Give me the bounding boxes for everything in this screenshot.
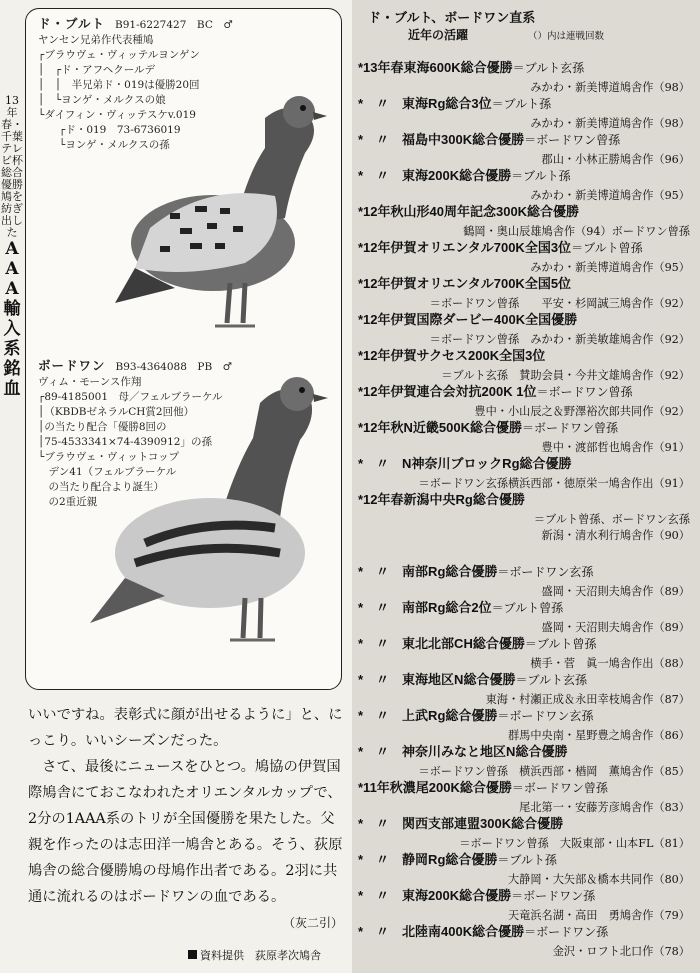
result-owner: 豊中・渡部哲也鳩舎作（91） xyxy=(541,441,690,454)
hen-ring: B93-4364088 PB ♂ xyxy=(115,361,233,373)
result-entry xyxy=(358,58,696,94)
result-title xyxy=(358,418,696,438)
result-title xyxy=(358,886,696,906)
results-list xyxy=(358,58,696,958)
result-title xyxy=(358,742,696,762)
result-owner: ＝ボードワン玄孫横浜西部・徳原栄一鳩舎作出（91） xyxy=(418,477,690,490)
result-entry xyxy=(358,706,696,742)
result-owner: 鶴岡・奥山辰雄鳩舎作（94）ボードワン曾孫 xyxy=(463,225,690,238)
cock-name: ド・ブルト xyxy=(38,16,106,31)
result-lineage: ＝ボードワン孫 xyxy=(524,925,609,939)
vertical-caption xyxy=(0,95,24,399)
result-entry xyxy=(358,94,696,130)
result-owner: みかわ・新美博道鳩舎作（98） xyxy=(530,117,690,130)
result-title xyxy=(358,706,696,726)
result-entry xyxy=(358,742,696,778)
article-paragraph: さて、最後にニュースをひとつ。鳩協の伊賀国際鳩舎にておこなわれたオリエンタルカップで、2分の1AAA系のトリが全国優勝を果たした。父親を作ったのは志田洋一鳩舎とある。そう、荻原鳩舎の総合優勝鳩の母鳩作出者である。2羽に共通に流れるのはボードワンの血である。 xyxy=(28,759,343,905)
result-entry xyxy=(358,562,696,598)
result-owner: 東海・村瀬正成＆永田幸枝鳩舎作（87） xyxy=(485,693,690,706)
result-entry xyxy=(358,634,696,670)
result-owner: 大静岡・大矢部＆橋本共同作（80） xyxy=(507,873,690,886)
result-title-text: * 〃 福島中300K総合優勝 xyxy=(358,132,525,147)
result-entry xyxy=(358,850,696,886)
result-title xyxy=(358,130,696,150)
result-owner: ＝ブルト玄孫 賛助会員・今井文雄鳩舎作（92） xyxy=(441,369,690,382)
result-owner: 新潟・清水利行鳩舎作（90） xyxy=(541,529,690,542)
result-title-text: * 〃 N神奈川ブロックRg総合優勝 xyxy=(358,456,572,471)
hen-line: │（KBDBゼネラルCH賞2回他） xyxy=(38,406,195,418)
cock-line: ┌ド・019 73-6736019 xyxy=(38,124,181,136)
result-owner: 盛岡・天沼則夫鳩舎作（89） xyxy=(541,585,690,598)
result-lineage: ＝ボードワン曾孫 xyxy=(511,781,608,795)
results-note: （）内は連戦回数 xyxy=(528,31,605,42)
result-entry xyxy=(358,886,696,922)
result-lineage: ＝ブルト孫 xyxy=(511,169,571,183)
result-title-text: * 〃 東海地区N総合優勝 xyxy=(358,672,516,687)
result-entry xyxy=(358,238,696,274)
result-owner: みかわ・新美博道鳩舎作（95） xyxy=(530,189,690,202)
result-title xyxy=(358,814,696,834)
result-title xyxy=(358,562,696,582)
result-title xyxy=(358,166,696,186)
credit-text: 資料提供 荻原孝次鳩舎 xyxy=(200,949,321,962)
result-title xyxy=(358,94,696,114)
hen-line: の2重近親 xyxy=(38,496,98,508)
vertical-caption-title: AAA輸入系銘血 xyxy=(3,239,21,399)
square-bullet-icon xyxy=(188,950,197,959)
hen-line: └ブラウヴェ・ヴィットコップ xyxy=(38,451,180,463)
result-entry xyxy=(358,130,696,166)
cock-line: ヤンセン兄弟作代表種鳩 xyxy=(38,34,154,46)
result-title xyxy=(358,490,696,510)
result-title xyxy=(358,850,696,870)
result-title xyxy=(358,202,696,222)
cock-line: └ヨンゲ・メルクスの孫 xyxy=(38,139,170,151)
result-lineage: ＝ブルト玄孫 xyxy=(512,61,585,75)
result-lineage: ＝ボードワン玄孫 xyxy=(497,709,594,723)
article-paragraph: いいですね。表彰式に顔が出せるように」と、にっこり。いいシーズンだった。 xyxy=(28,707,343,749)
results-header xyxy=(368,7,604,43)
result-title-text: * 〃 東海Rg総合3位 xyxy=(358,96,492,111)
result-owner: ＝ボードワン曾孫 大阪東部・山本FL（81） xyxy=(459,837,690,850)
result-title-text: *12年春新潟中央Rg総合優勝 xyxy=(358,492,525,507)
result-owner: 盛岡・天沼則夫鳩舎作（89） xyxy=(541,621,690,634)
cock-line: │ ┌ド・アフヘクールデ xyxy=(38,64,156,76)
result-entry xyxy=(358,202,696,238)
result-lineage: ＝ブルト孫 xyxy=(497,853,557,867)
result-lineage: ＝ブルト玄孫 xyxy=(515,673,587,687)
hen-line: │の当たり配合「優勝8回の xyxy=(38,421,167,433)
result-title xyxy=(358,238,696,258)
result-owner: 金沢・ロフト北口作（78） xyxy=(552,945,690,958)
hen-line: ヴィム・モーンス作翔 xyxy=(38,376,142,388)
result-title-text: *13年春東海600K総合優勝 xyxy=(358,60,513,75)
pigeon-photo-hen xyxy=(85,368,340,658)
result-title-text: * 〃 東海200K総合優勝 xyxy=(358,168,512,183)
result-entry xyxy=(358,346,696,382)
cock-line: ┌ブラウヴェ・ヴィッテルヨンゲン xyxy=(38,49,200,61)
result-title xyxy=(358,454,696,474)
result-title-text: * 〃 北陸南400K総合優勝 xyxy=(358,924,525,939)
vertical-caption-main: 13年春・千葉テレビ杯総合優勝鳩を紡ぎ出した xyxy=(1,94,23,239)
result-owner: みかわ・新美博道鳩舎作（95） xyxy=(530,261,690,274)
result-title xyxy=(358,310,696,330)
result-title xyxy=(358,670,696,690)
cock-line: │ │ 半兄弟ド・019は優勝20回 xyxy=(38,79,200,91)
result-entry xyxy=(358,454,696,490)
result-lineage: ＝ブルト曾孫 xyxy=(491,601,564,615)
result-lineage: ＝ブルト曾孫 xyxy=(571,241,643,255)
result-title-text: *12年秋N近畿500K総合優勝 xyxy=(358,420,522,435)
result-title-text: *12年伊賀連合会対抗200K 1位 xyxy=(358,384,537,399)
result-entry xyxy=(358,490,696,526)
result-title-text: *12年伊賀国際ダービー400K全国優勝 xyxy=(358,312,578,327)
result-title-text: * 〃 静岡Rg総合優勝 xyxy=(358,852,498,867)
result-entry xyxy=(358,382,696,418)
result-owner: ＝ボードワン曾孫 みかわ・新美敏雄鳩舎作（92） xyxy=(429,333,690,346)
result-title-text: * 〃 関西支部連盟300K総合優勝 xyxy=(358,816,564,831)
result-lineage: ＝ブルト曾孫 xyxy=(524,637,597,651)
result-lineage: ＝ブルト孫 xyxy=(491,97,552,111)
result-entry xyxy=(358,274,696,310)
result-title-text: *12年伊賀オリエンタル700K全国5位 xyxy=(358,276,572,291)
result-title xyxy=(358,634,696,654)
result-owner: 群馬中央南・星野豊之鳩舎作（86） xyxy=(507,729,690,742)
result-title xyxy=(358,58,696,78)
result-title-text: *11年秋濃尾200K総合優勝 xyxy=(358,780,512,795)
result-entry xyxy=(358,670,696,706)
cock-line: └ダイフィン・ヴィッテスケv.019 xyxy=(38,109,196,121)
result-entry xyxy=(358,778,696,814)
article-body xyxy=(28,702,343,936)
result-title-text: * 〃 東北北部CH総合優勝 xyxy=(358,636,525,651)
hen-name: ボードワン xyxy=(38,358,106,373)
result-title xyxy=(358,346,696,366)
result-lineage: ＝ボードワン曾孫 xyxy=(524,133,621,147)
result-entry xyxy=(358,814,696,850)
results-title: ド・ブルト、ボードワン直系 xyxy=(368,11,536,26)
result-title-text: * 〃 東海200K総合優勝 xyxy=(358,888,512,903)
result-owner: 郡山・小林正勝鳩舎作（96） xyxy=(541,153,690,166)
result-entry xyxy=(358,310,696,346)
article-signature: （灰二引） xyxy=(282,916,343,930)
result-title xyxy=(358,382,696,402)
result-owner: ＝ブルト曾孫、ボードワン玄孫 xyxy=(533,513,690,526)
result-title-text: * 〃 神奈川みなと地区N総合優勝 xyxy=(358,744,568,759)
result-title xyxy=(358,922,696,942)
result-owner: ＝ボードワン曾孫 横浜西部・楢岡 薫鳩舎作（85） xyxy=(418,765,690,778)
result-lineage: ＝ボードワン曾孫 xyxy=(522,421,619,435)
result-owner: 横手・菅 眞一鳩舎作出（88） xyxy=(530,657,690,670)
result-owner: ＝ボードワン曾孫 平安・杉岡誠三鳩舎作（92） xyxy=(429,297,690,310)
result-title-text: * 〃 南部Rg総合優勝 xyxy=(358,564,498,579)
hen-line: ┌89-4185001 母／フェルブラーケル xyxy=(38,391,223,403)
result-entry xyxy=(358,526,696,562)
result-title xyxy=(358,598,696,618)
result-lineage: ＝ボードワン曾孫 xyxy=(536,385,633,399)
results-subtitle: 近年の活躍 xyxy=(408,28,469,42)
result-title xyxy=(358,778,696,798)
result-title-text: * 〃 南部Rg総合2位 xyxy=(358,600,492,615)
result-title-text: * 〃 上武Rg総合優勝 xyxy=(358,708,498,723)
hen-line: デン41（フェルブラーケル xyxy=(38,466,177,478)
result-entry xyxy=(358,418,696,454)
result-title-text: *12年伊賀オリエンタル700K全国3位 xyxy=(358,240,572,255)
result-title-text: *12年伊賀サクセス200K全国3位 xyxy=(358,348,546,363)
result-title xyxy=(358,274,696,294)
result-entry xyxy=(358,922,696,958)
result-lineage: ＝ボードワン孫 xyxy=(511,889,596,903)
result-owner: みかわ・新美博道鳩舎作（98） xyxy=(530,81,690,94)
hen-line: の当たり配合より誕生） xyxy=(38,481,164,493)
cock-line: │ └ヨンゲ・メルクスの娘 xyxy=(38,94,166,106)
result-owner: 天竜浜名湖・高田 勇鳩舎作（79） xyxy=(507,909,690,922)
result-entry xyxy=(358,166,696,202)
pigeon-photo-cock xyxy=(115,78,340,338)
result-entry xyxy=(358,598,696,634)
result-title-text: *12年秋山形40周年記念300K総合優勝 xyxy=(358,204,580,219)
result-owner: 豊中・小山辰之＆野澤裕次郎共同作（92） xyxy=(474,405,690,418)
hen-line: │75-4533341×74-4390912」の孫 xyxy=(38,436,212,448)
result-owner: 尾北第一・安藤芳彦鳩舎作（83） xyxy=(519,801,690,814)
cock-ring: B91-6227427 BC ♂ xyxy=(115,19,233,31)
result-lineage: ＝ボードワン玄孫 xyxy=(497,565,594,579)
credit-line xyxy=(188,947,321,963)
